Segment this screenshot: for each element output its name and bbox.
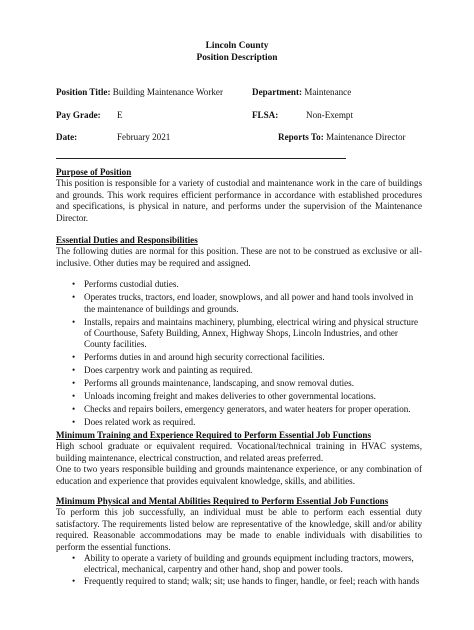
department-value: Maintenance: [304, 87, 352, 97]
pay-grade-label: Pay Grade:: [56, 110, 101, 120]
reports-to-field: [278, 132, 406, 143]
department-label: Department:: [252, 87, 302, 97]
date-field: [56, 132, 77, 143]
physical-list: [56, 553, 422, 587]
purpose-text: This position is responsible for a variety of custodial and maintenance work in the care of buildings and grounds. This work requires efficient performance in accordance with established procedures and specifications, is physical in nature, and performs under the supervision of the Maintenance Director.: [56, 178, 422, 223]
list-item: • Frequently required to stand; walk; sit; use hands to finger, handle, or feel; reach with hands: [56, 576, 422, 587]
flsa-field: [252, 110, 278, 121]
list-item: • Performs duties in and around high security correctional facilities.: [56, 352, 422, 363]
physical-text: To perform this job successfully, an individual must be able to perform each essential duty satisfactory. The requirements listed below are representative of the knowledge, skill and/or ability required. Reasonable accommodations may be made to enable individuals with disabilities to perform the essential functions.: [56, 507, 422, 552]
training-text-1: High school graduate or equivalent required. Vocational/technical training in HVAC systems, building maintenance, electrical construction, and related areas preferred.: [56, 441, 422, 463]
date-value: February 2021: [117, 132, 171, 142]
document-title: Position Description: [196, 52, 278, 63]
physical-heading: Minimum Physical and Mental Abilities Required to Perform Essential Job Functions: [56, 496, 389, 506]
purpose-heading: Purpose of Position: [56, 167, 132, 177]
pay-grade-value: E: [117, 110, 123, 120]
position-title-label: Position Title:: [56, 87, 111, 97]
document-header: [0, 41, 474, 64]
list-item: • Performs all grounds maintenance, landscaping, and snow removal duties.: [56, 378, 422, 389]
duties-list: [56, 279, 422, 429]
list-item: • Performs custodial duties.: [56, 279, 422, 290]
header-divider: [56, 158, 346, 159]
list-item: • Does related work as required.: [56, 417, 422, 428]
date-label: Date:: [56, 132, 78, 142]
department-field: [252, 87, 351, 98]
position-title-field: [56, 87, 223, 98]
county-name: Lincoln County: [205, 41, 269, 51]
list-item: • Operates trucks, tractors, end loader, snowplows, and all power and hand tools involved in the maintenance of buildings and grounds.: [56, 292, 422, 315]
duties-heading: Essential Duties and Responsibilities: [56, 235, 198, 245]
flsa-label: FLSA:: [252, 110, 279, 120]
duties-section: [56, 235, 422, 430]
training-heading: Minimum Training and Experience Required to Perform Essential Job Functions: [56, 430, 372, 440]
list-item: • Checks and repairs boilers, emergency generators, and water heaters for proper operation.: [56, 404, 422, 415]
position-title-value: Building Maintenance Worker: [112, 87, 223, 97]
pay-grade-field: [56, 110, 101, 121]
reports-to-value: Maintenance Director: [326, 132, 406, 142]
list-item: • Ability to operate a variety of building and grounds equipment including tractors, mowers, electrical, mechanical, carpentry and other hand, shop and power tools.: [56, 553, 422, 576]
reports-to-label: Reports To:: [278, 132, 324, 142]
physical-section: [56, 496, 422, 587]
duties-intro: The following duties are normal for this position. These are not to be construed as exclusive or all-inclusive. Other duties may be required and assigned.: [56, 246, 422, 268]
list-item: • Unloads incoming freight and makes deliveries to other governmental locations.: [56, 391, 422, 402]
flsa-value: Non-Exempt: [306, 110, 353, 120]
purpose-section: [56, 167, 422, 224]
list-item: • Does carpentry work and painting as required.: [56, 365, 422, 376]
training-section: [56, 430, 422, 487]
training-text-2: One to two years responsible building and grounds maintenance experience, or any combination of education and experience that provides equivalent knowledge, skills, and abilities.: [56, 464, 422, 486]
list-item: • Installs, repairs and maintains machinery, plumbing, electrical wiring and physical structure of Courthouse, Safety Building, Annex, Highway Shops, Lincoln Industries, and other County facilities.: [56, 317, 422, 351]
